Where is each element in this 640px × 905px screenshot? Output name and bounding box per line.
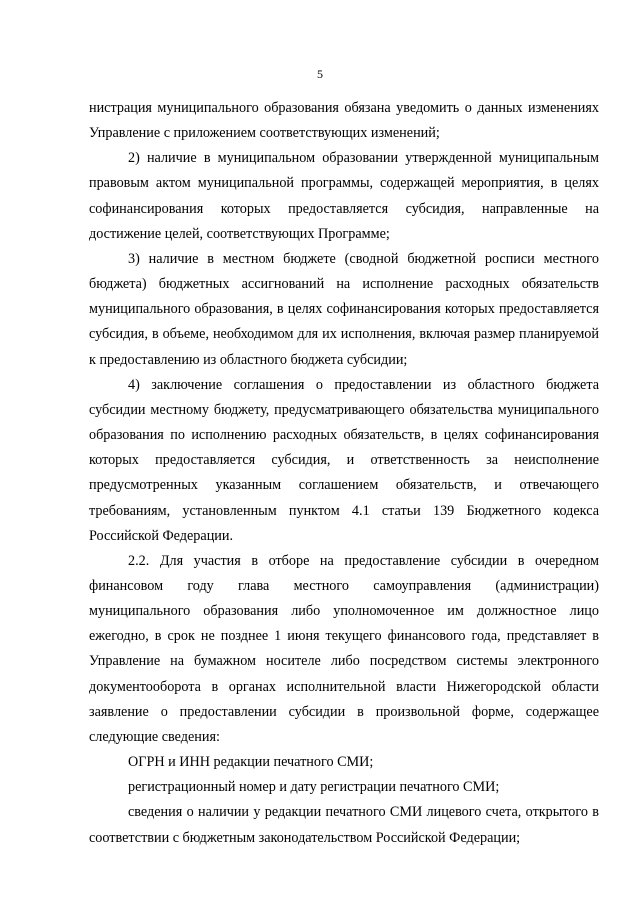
paragraph-item-3: 3) наличие в местном бюджете (сводной бюджетной росписи местного бюджета) бюджетных ассигнований на исполнение расходных обязательств муниципального образования, в целях софинансирования которых предоставляется субсидия, в объеме, необходимом для их исполнения, включая размер планируемой к предоставлению из областного бюджета субсидии; — [89, 250, 599, 368]
document-body — [89, 96, 599, 851]
paragraph-info-account: сведения о наличии у редакции печатного СМИ лицевого счета, открытого в соответствии с бюджетным законодательством Российской Федерации; — [89, 804, 599, 846]
paragraph-continuation: нистрация муниципального образования обязана уведомить о данных изменениях Управление с приложением соответствующих изменений; — [89, 100, 599, 142]
paragraph-item-2: 2) наличие в муниципальном образовании утвержденной муниципальным правовым актом муниципальной программы, содержащей мероприятия, в целях софинансирования которых предоставляется субсидия, направленные на достижение целей, соответствующих Программе; — [89, 150, 599, 242]
paragraph-info-registration: регистрационный номер и дату регистрации печатного СМИ; — [128, 779, 500, 796]
page-number: 5 — [317, 67, 323, 81]
paragraph-clause-2-2: 2.2. Для участия в отборе на предоставление субсидии в очередном финансовом году глава местного самоуправления (администрации) муниципального образования либо уполномоченное им должностное лицо ежегодно, в срок не позднее 1 июня текущего финансового года, представляет в Управление на бумажном носителе либо посредством системы электронного документооборота в органах исполнительной власти Нижегородской области заявление о предоставлении субсидии в произвольной форме, содержащее следующие сведения: — [89, 552, 599, 745]
paragraph-info-ogrn: ОГРН и ИНН редакции печатного СМИ; — [128, 754, 374, 771]
paragraph-item-4: 4) заключение соглашения о предоставлении из областного бюджета субсидии местному бюджету, предусматривающего обязательства муниципального образования по исполнению расходных обязательств, в целях софинансирования которых предоставляется субсидия, и ответственность за неисполнение предусмотренных указанным соглашением обязательств, и отвечающего требованиям, установленным пунктом 4.1 статьи 139 Бюджетного кодекса Российской Федерации. — [89, 376, 599, 544]
